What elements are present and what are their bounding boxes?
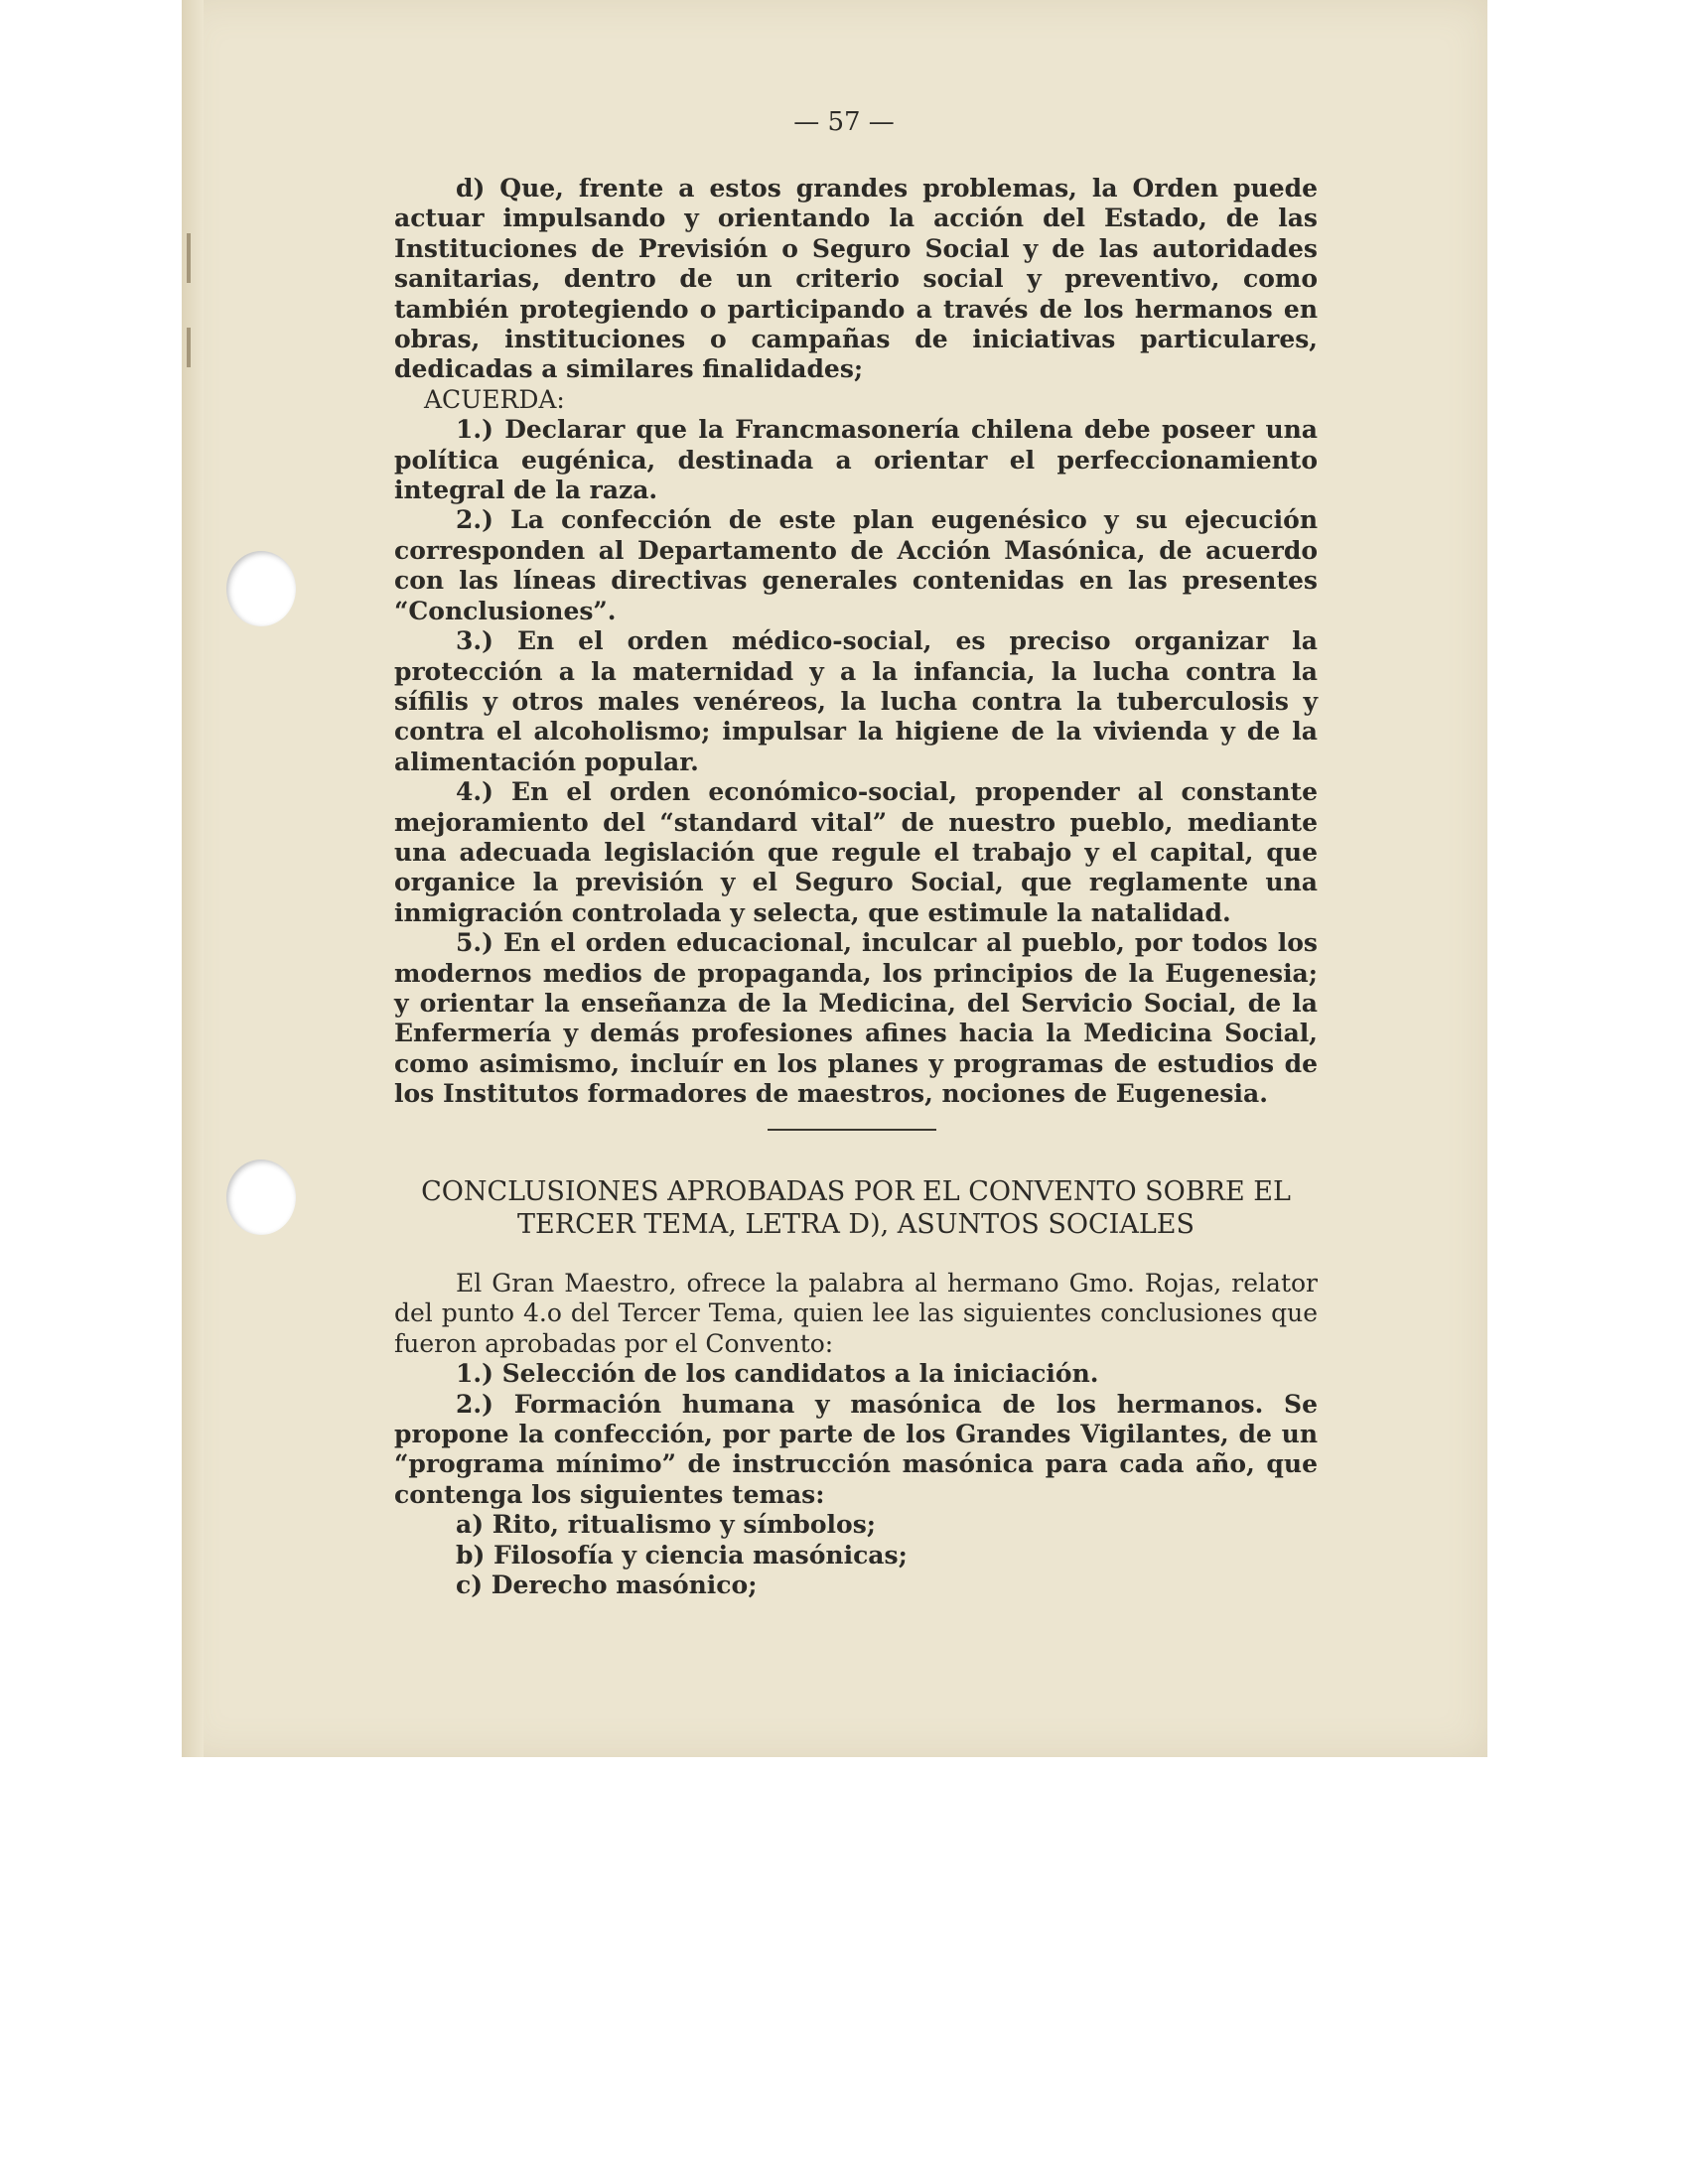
section-title (394, 1175, 1318, 1241)
page-edge-shadow (182, 0, 204, 1757)
scan-mark (187, 233, 191, 283)
section-title-line-1: CONCLUSIONES APROBADAS POR EL CONVENTO SOBRE EL (421, 1176, 1291, 1207)
conclusion-1: 1.) Selección de los candidatos a la iniciación. (456, 1359, 1099, 1389)
paragraph-5: 5.) En el orden educacional, inculcar al pueblo, por todos los modernos medios de propaganda, los principios de la Eugenesia; y orientar la enseñanza de la Medicina, del Servicio Social, de la Enfermería y demás profesiones afines hacia la Medicina Social, como asimismo, incluír en los planes y programas de estudios de los Institutos formadores de maestros, nociones de Eugenesia. (394, 928, 1318, 1109)
acuerda-heading: ACUERDA: (424, 384, 565, 414)
list-item-letter: a) (456, 1510, 485, 1540)
paragraph-2: 2.) La confección de este plan eugenésico y su ejecución corresponden al Departamento de Acción Masónica, de acuerdo con las líneas directivas generales contenidas en las presentes “Conclusiones”. (394, 505, 1318, 625)
scan-mark (187, 328, 191, 367)
conclusions-block (394, 1269, 1318, 1600)
page-number: — 57 — (793, 107, 895, 137)
list-item-text: Filosofía y ciencia masónicas; (493, 1540, 908, 1570)
list-item (394, 1541, 1318, 1570)
conclusion-2: 2.) Formación humana y masónica de los hermanos. Se propone la confección, por parte de los Grandes Vigilantes, de un “programa mínimo” de instrucción masónica para cada año, que contenga los siguientes temas: (394, 1389, 1318, 1509)
paragraph-intro: El Gran Maestro, ofrece la palabra al hermano Gmo. Rojas, relator del punto 4.o del Tercer Tema, quien lee las siguientes conclusiones que fueron aprobadas por el Convento: (394, 1269, 1318, 1358)
list-item-text: Derecho masónico; (491, 1570, 758, 1600)
paragraph-1: 1.) Declarar que la Francmasonería chilena debe poseer una política eugénica, destinada a orientar el perfeccionamiento integral de la raza. (394, 415, 1318, 505)
section-title-line-2: TERCER TEMA, LETRA D), ASUNTOS SOCIALES (517, 1209, 1195, 1240)
list-item (394, 1570, 1318, 1600)
punch-hole (226, 1160, 296, 1235)
punch-hole (226, 551, 296, 626)
section-divider (768, 1129, 936, 1131)
resolution-block (394, 174, 1318, 1110)
paragraph-item-d: d) Que, frente a estos grandes problemas, la Orden puede actuar impulsando y orientando la acción del Estado, de las Instituciones de Previsión o Seguro Social y de las autoridades sanitarias, dentro de un criterio social y preventivo, como también protegiendo o participando a través de los hermanos en obras, instituciones o campañas de iniciativas particulares, dedicadas a similares finalidades; (394, 174, 1318, 384)
list-item (394, 1510, 1318, 1540)
paragraph-3: 3.) En el orden médico-social, es preciso organizar la protección a la maternidad y a la infancia, la lucha contra la sífilis y otros males venéreos, la lucha contra la tuberculosis y contra el alcoholismo; impulsar la higiene de la vivienda y de la alimentación popular. (394, 626, 1318, 776)
list-item-letter: b) (456, 1540, 486, 1570)
paragraph-4: 4.) En el orden económico-social, propender al constante mejoramiento del “standard vital” de nuestro pueblo, mediante una adecuada legislación que regule el trabajo y el capital, que organice la previsión y el Seguro Social, que reglamente una inmigración controlada y selecta, que estimule la natalidad. (394, 777, 1318, 927)
list-item-letter: c) (456, 1570, 484, 1600)
list-item-text: Rito, ritualismo y símbolos; (492, 1510, 877, 1540)
